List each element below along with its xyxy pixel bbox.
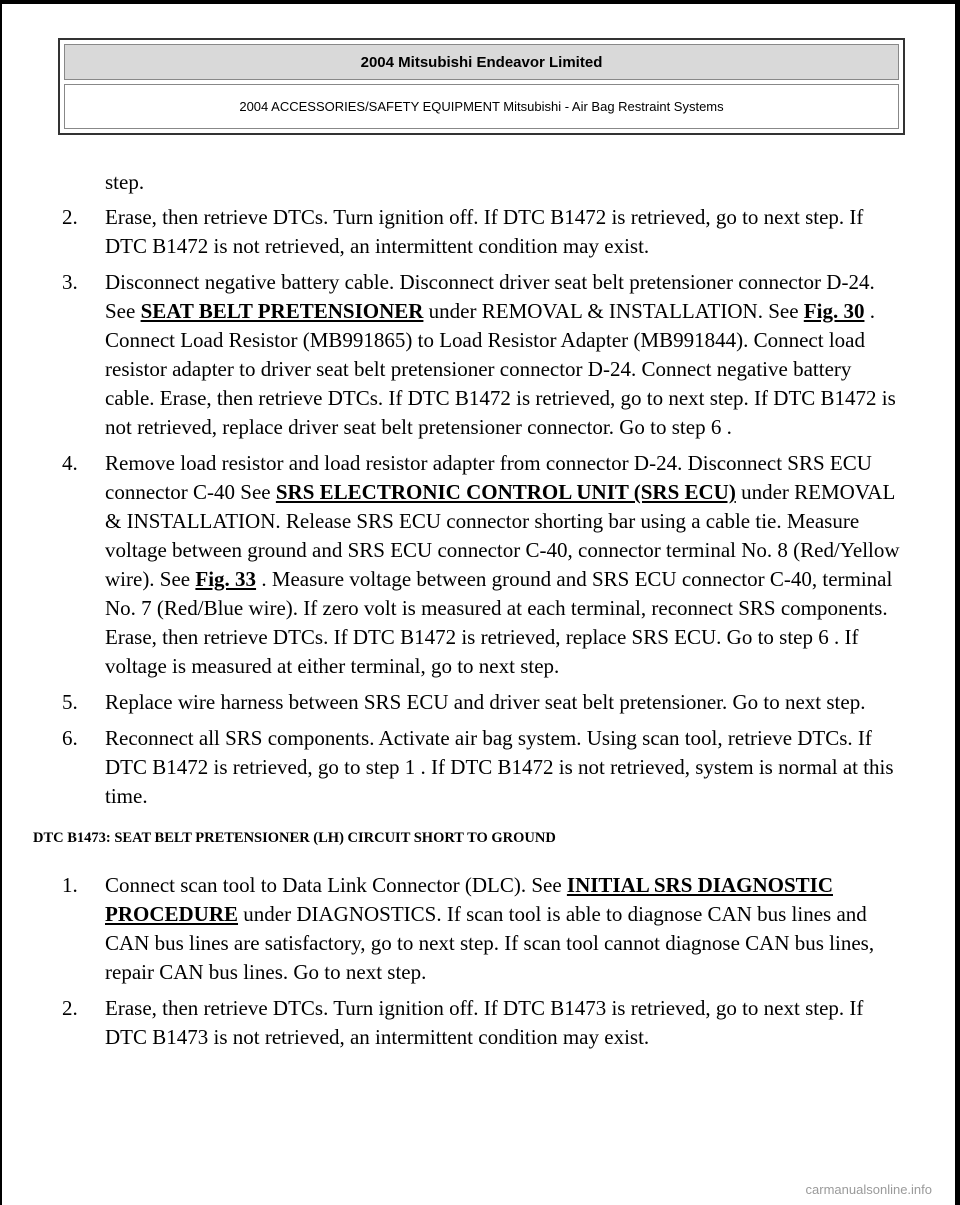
cross-reference-link[interactable]: SEAT BELT PRETENSIONER <box>140 299 424 323</box>
step-text: under DIAGNOSTICS. If scan tool is able to diagnose CAN bus lines and CAN bus lines are satisfactory, go to next step. If scan tool cannot diagnose CAN bus lines, repair CAN bus lines. Go to next step. <box>105 902 875 984</box>
step-text: Connect scan tool to Data Link Connector (DLC). See <box>105 873 567 897</box>
step-text: under REMOVAL & INSTALLATION. See <box>423 299 804 323</box>
step-text: . Connect Load Resistor (MB991865) to Load Resistor Adapter (MB991844). Connect load resistor adapter to driver seat belt pretensioner connector D-24. Connect negative battery cable. Erase, then retrieve DTCs. If DTC B1472 is retrieved, go to next step. If DTC B1472 is not retrieved, replace driver seat belt pretensioner connector. Go to step 6 . <box>105 299 896 439</box>
header-title: 2004 Mitsubishi Endeavor Limited <box>64 44 899 80</box>
list-item <box>62 994 902 1052</box>
step-number: 2. <box>62 996 78 1020</box>
step-text: . Measure voltage between ground and SRS ECU connector C-40, terminal No. 7 (Red/Blue wire). If zero volt is measured at each terminal, reconnect SRS components. Erase, then retrieve DTCs. If DTC B1472 is retrieved, replace SRS ECU. Go to step 6 . If voltage is measured at either terminal, go to next step. <box>105 567 893 678</box>
continued-step-text: step. <box>105 170 145 194</box>
step-list-b1472 <box>62 203 902 811</box>
watermark: carmanualsonline.info <box>805 1182 932 1197</box>
cross-reference-link[interactable]: INITIAL SRS DIAGNOSTIC PROCEDURE <box>105 873 833 926</box>
step-text: Reconnect all SRS components. Activate air bag system. Using scan tool, retrieve DTCs. If DTC B1472 is retrieved, go to step 1 . If DTC B1472 is not retrieved, system is normal at this time. <box>105 726 894 808</box>
step-number: 3. <box>62 270 78 294</box>
cross-reference-link[interactable]: SRS ELECTRONIC CONTROL UNIT (SRS ECU) <box>275 480 736 504</box>
page-border-top <box>0 0 960 4</box>
document-body <box>33 168 902 1059</box>
step-number: 1. <box>62 873 78 897</box>
step-text: under REMOVAL & INSTALLATION. Release SRS ECU connector shorting bar using a cable tie. Measure voltage between ground and SRS ECU connector C-40, connector terminal No. 8 (Red/Yellow wire). See <box>105 480 900 591</box>
section-heading: DTC B1473: SEAT BELT PRETENSIONER (LH) CIRCUIT SHORT TO GROUND <box>33 830 556 846</box>
cross-reference-link[interactable]: Fig. 30 <box>803 299 865 323</box>
document-header <box>58 38 905 135</box>
step-text: Replace wire harness between SRS ECU and driver seat belt pretensioner. Go to next step. <box>105 690 866 714</box>
list-item <box>62 449 902 681</box>
cross-reference-link[interactable]: Fig. 33 <box>195 567 257 591</box>
step-list-b1473 <box>62 871 902 1052</box>
step-number: 5. <box>62 690 78 714</box>
step-number: 6. <box>62 726 78 750</box>
page-border-right <box>955 0 960 1205</box>
step-number: 4. <box>62 451 78 475</box>
header-subtitle: 2004 ACCESSORIES/SAFETY EQUIPMENT Mitsubishi - Air Bag Restraint Systems <box>64 84 899 129</box>
step-text: Erase, then retrieve DTCs. Turn ignition off. If DTC B1473 is retrieved, go to next step. If DTC B1473 is not retrieved, an intermittent condition may exist. <box>105 996 864 1049</box>
list-item <box>62 688 902 717</box>
step-text: Erase, then retrieve DTCs. Turn ignition off. If DTC B1472 is retrieved, go to next step. If DTC B1472 is not retrieved, an intermittent condition may exist. <box>105 205 864 258</box>
list-item <box>62 268 902 442</box>
step-text: Disconnect negative battery cable. Disconnect driver seat belt pretensioner connector D-24. See <box>105 270 875 323</box>
page-border-left <box>0 0 2 1205</box>
step-number: 2. <box>62 205 78 229</box>
list-item <box>62 203 902 261</box>
list-item <box>62 871 902 987</box>
list-item <box>62 724 902 811</box>
step-text: Remove load resistor and load resistor adapter from connector D-24. Disconnect SRS ECU connector C-40 See <box>105 451 872 504</box>
